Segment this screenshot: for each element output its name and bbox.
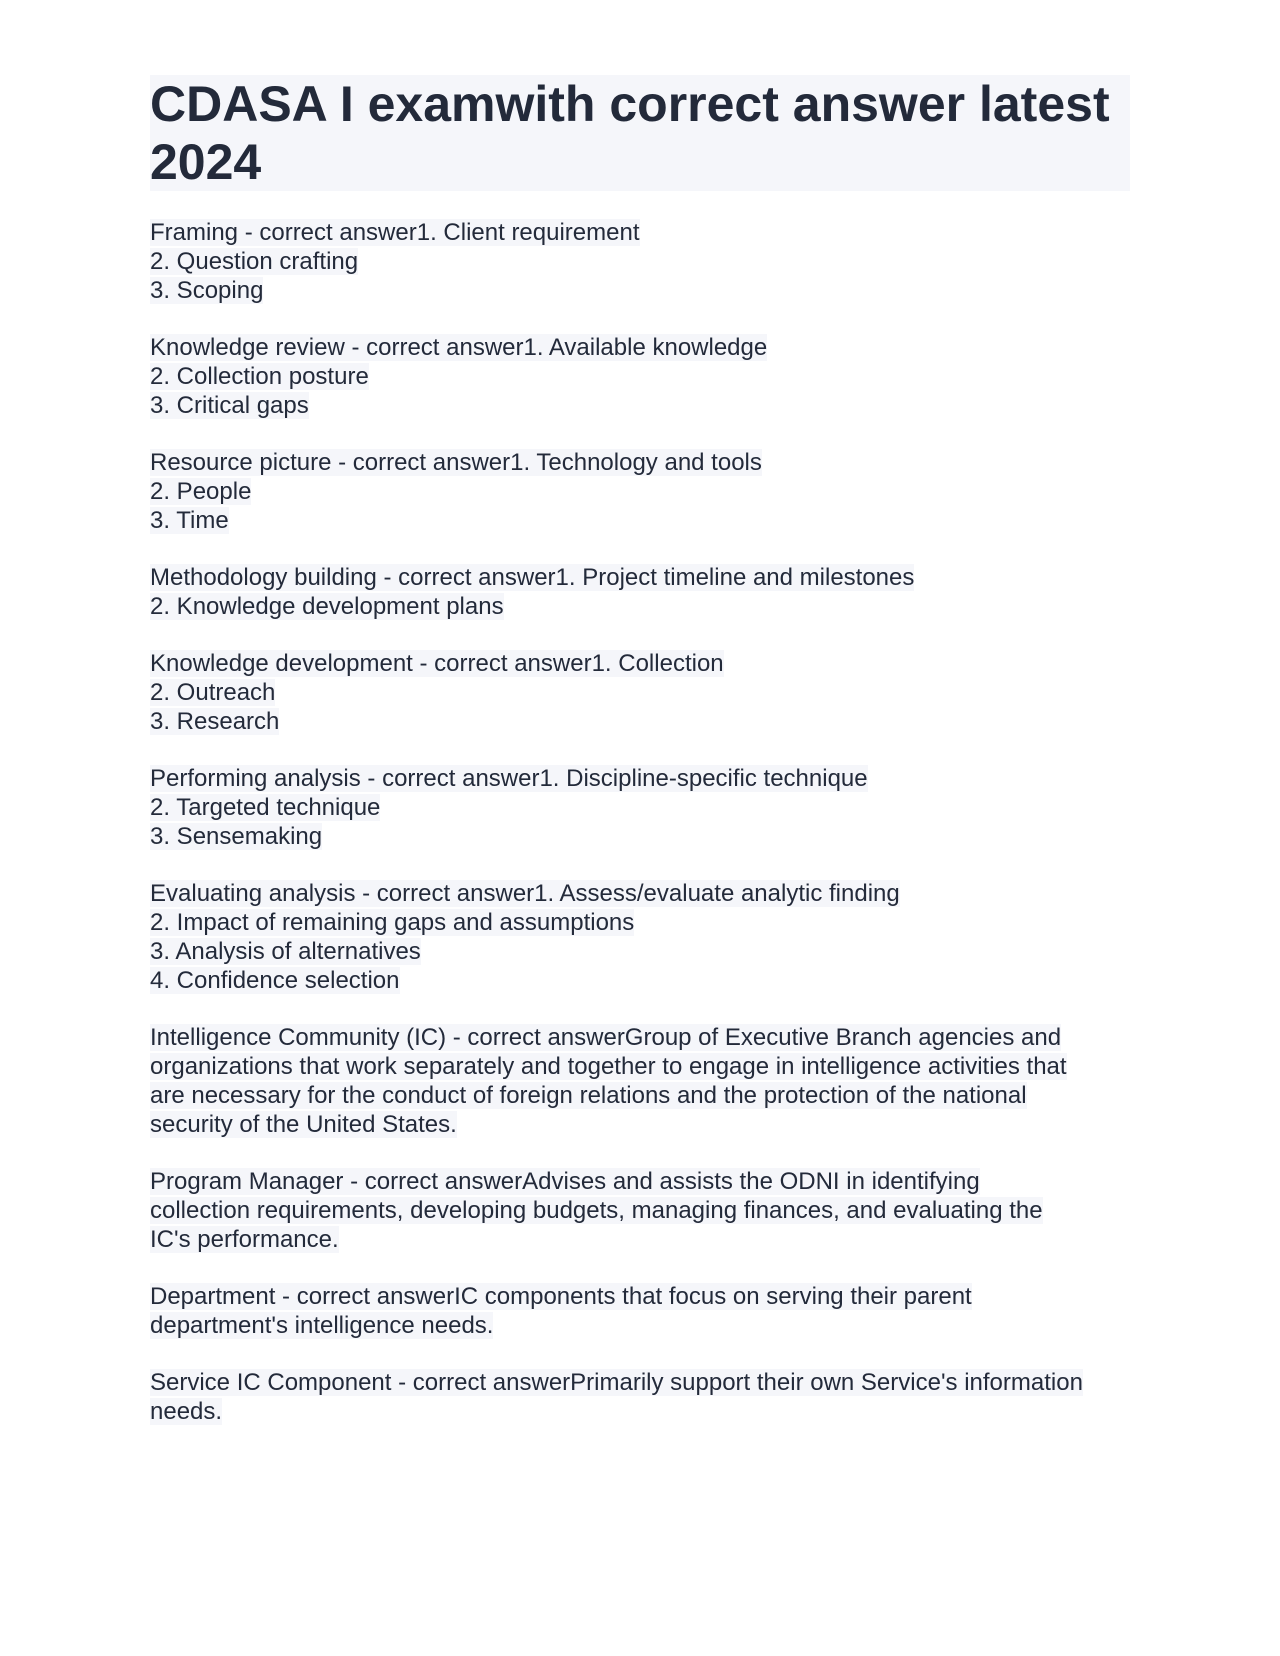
qa-line xyxy=(150,966,1130,995)
qa-list xyxy=(150,218,1130,1426)
qa-entry xyxy=(150,1023,1130,1139)
qa-line-text: are necessary for the conduct of foreign relations and the protection of the national xyxy=(150,1082,1027,1109)
qa-entry xyxy=(150,1368,1130,1426)
qa-entry xyxy=(150,448,1130,535)
qa-line xyxy=(150,1081,1130,1110)
qa-line-text: 3. Critical gaps xyxy=(150,392,309,419)
qa-line-text: security of the United States. xyxy=(150,1111,457,1138)
qa-entry xyxy=(150,218,1130,305)
qa-line-text: Resource picture - correct answer1. Technology and tools xyxy=(150,449,762,476)
qa-line xyxy=(150,793,1130,822)
qa-line xyxy=(150,563,1130,592)
qa-line xyxy=(150,1311,1130,1340)
qa-line-text: 3. Scoping xyxy=(150,277,264,304)
qa-line xyxy=(150,362,1130,391)
qa-line xyxy=(150,276,1130,305)
qa-line xyxy=(150,1110,1130,1139)
qa-line-text: Knowledge review - correct answer1. Available knowledge xyxy=(150,334,768,361)
qa-line-text: Intelligence Community (IC) - correct answerGroup of Executive Branch agencies and xyxy=(150,1024,1062,1051)
qa-line xyxy=(150,1052,1130,1081)
qa-line-text: Performing analysis - correct answer1. Discipline-specific technique xyxy=(150,765,868,792)
qa-line xyxy=(150,908,1130,937)
qa-line xyxy=(150,678,1130,707)
qa-line xyxy=(150,822,1130,851)
qa-line xyxy=(150,1282,1130,1311)
qa-line xyxy=(150,218,1130,247)
qa-line-text: 2. People xyxy=(150,478,252,505)
qa-line xyxy=(150,333,1130,362)
qa-line xyxy=(150,1196,1130,1225)
qa-entry xyxy=(150,1282,1130,1340)
qa-line-text: 3. Research xyxy=(150,708,280,735)
qa-line-text: organizations that work separately and together to engage in intelligence activities that xyxy=(150,1053,1067,1080)
qa-line xyxy=(150,247,1130,276)
qa-line xyxy=(150,1397,1130,1426)
qa-line xyxy=(150,592,1130,621)
qa-entry xyxy=(150,333,1130,420)
qa-line-text: Department - correct answerIC components that focus on serving their parent xyxy=(150,1283,972,1310)
qa-line xyxy=(150,937,1130,966)
qa-line xyxy=(150,1167,1130,1196)
qa-line xyxy=(150,879,1130,908)
qa-line-text: 4. Confidence selection xyxy=(150,967,400,994)
qa-line xyxy=(150,764,1130,793)
qa-line-text: 2. Question crafting xyxy=(150,248,359,275)
qa-line xyxy=(150,1225,1130,1254)
qa-line-text: 3. Analysis of alternatives xyxy=(150,938,421,965)
qa-line-text: Service IC Component - correct answerPrimarily support their own Service's information xyxy=(150,1369,1083,1396)
qa-entry xyxy=(150,879,1130,995)
qa-line-text: collection requirements, developing budgets, managing finances, and evaluating the xyxy=(150,1197,1043,1224)
qa-line xyxy=(150,391,1130,420)
qa-line-text: Methodology building - correct answer1. Project timeline and milestones xyxy=(150,564,915,591)
qa-entry xyxy=(150,764,1130,851)
qa-entry xyxy=(150,1167,1130,1254)
qa-line-text: needs. xyxy=(150,1398,223,1425)
qa-entry xyxy=(150,649,1130,736)
qa-line xyxy=(150,707,1130,736)
qa-line-text: department's intelligence needs. xyxy=(150,1312,494,1339)
qa-line-text: 2. Knowledge development plans xyxy=(150,593,504,620)
qa-line xyxy=(150,477,1130,506)
qa-line-text: 2. Outreach xyxy=(150,679,276,706)
qa-entry xyxy=(150,563,1130,621)
qa-line-text: 2. Targeted technique xyxy=(150,794,381,821)
qa-line-text: 3. Time xyxy=(150,507,229,534)
qa-line-text: 2. Collection posture xyxy=(150,363,369,390)
qa-line xyxy=(150,448,1130,477)
qa-line xyxy=(150,1023,1130,1052)
qa-line xyxy=(150,649,1130,678)
qa-line-text: 3. Sensemaking xyxy=(150,823,323,850)
qa-line xyxy=(150,506,1130,535)
qa-line xyxy=(150,1368,1130,1397)
title-block xyxy=(150,75,1130,191)
page-title: CDASA I examwith correct answer latest 2024 xyxy=(150,76,1110,190)
qa-line-text: Evaluating analysis - correct answer1. Assess/evaluate analytic finding xyxy=(150,880,900,907)
qa-line-text: Program Manager - correct answerAdvises and assists the ODNI in identifying xyxy=(150,1168,980,1195)
document-page xyxy=(150,75,1130,1454)
qa-line-text: IC's performance. xyxy=(150,1226,339,1253)
qa-line-text: Framing - correct answer1. Client requirement xyxy=(150,219,640,246)
qa-line-text: 2. Impact of remaining gaps and assumptions xyxy=(150,909,635,936)
qa-line-text: Knowledge development - correct answer1. Collection xyxy=(150,650,724,677)
